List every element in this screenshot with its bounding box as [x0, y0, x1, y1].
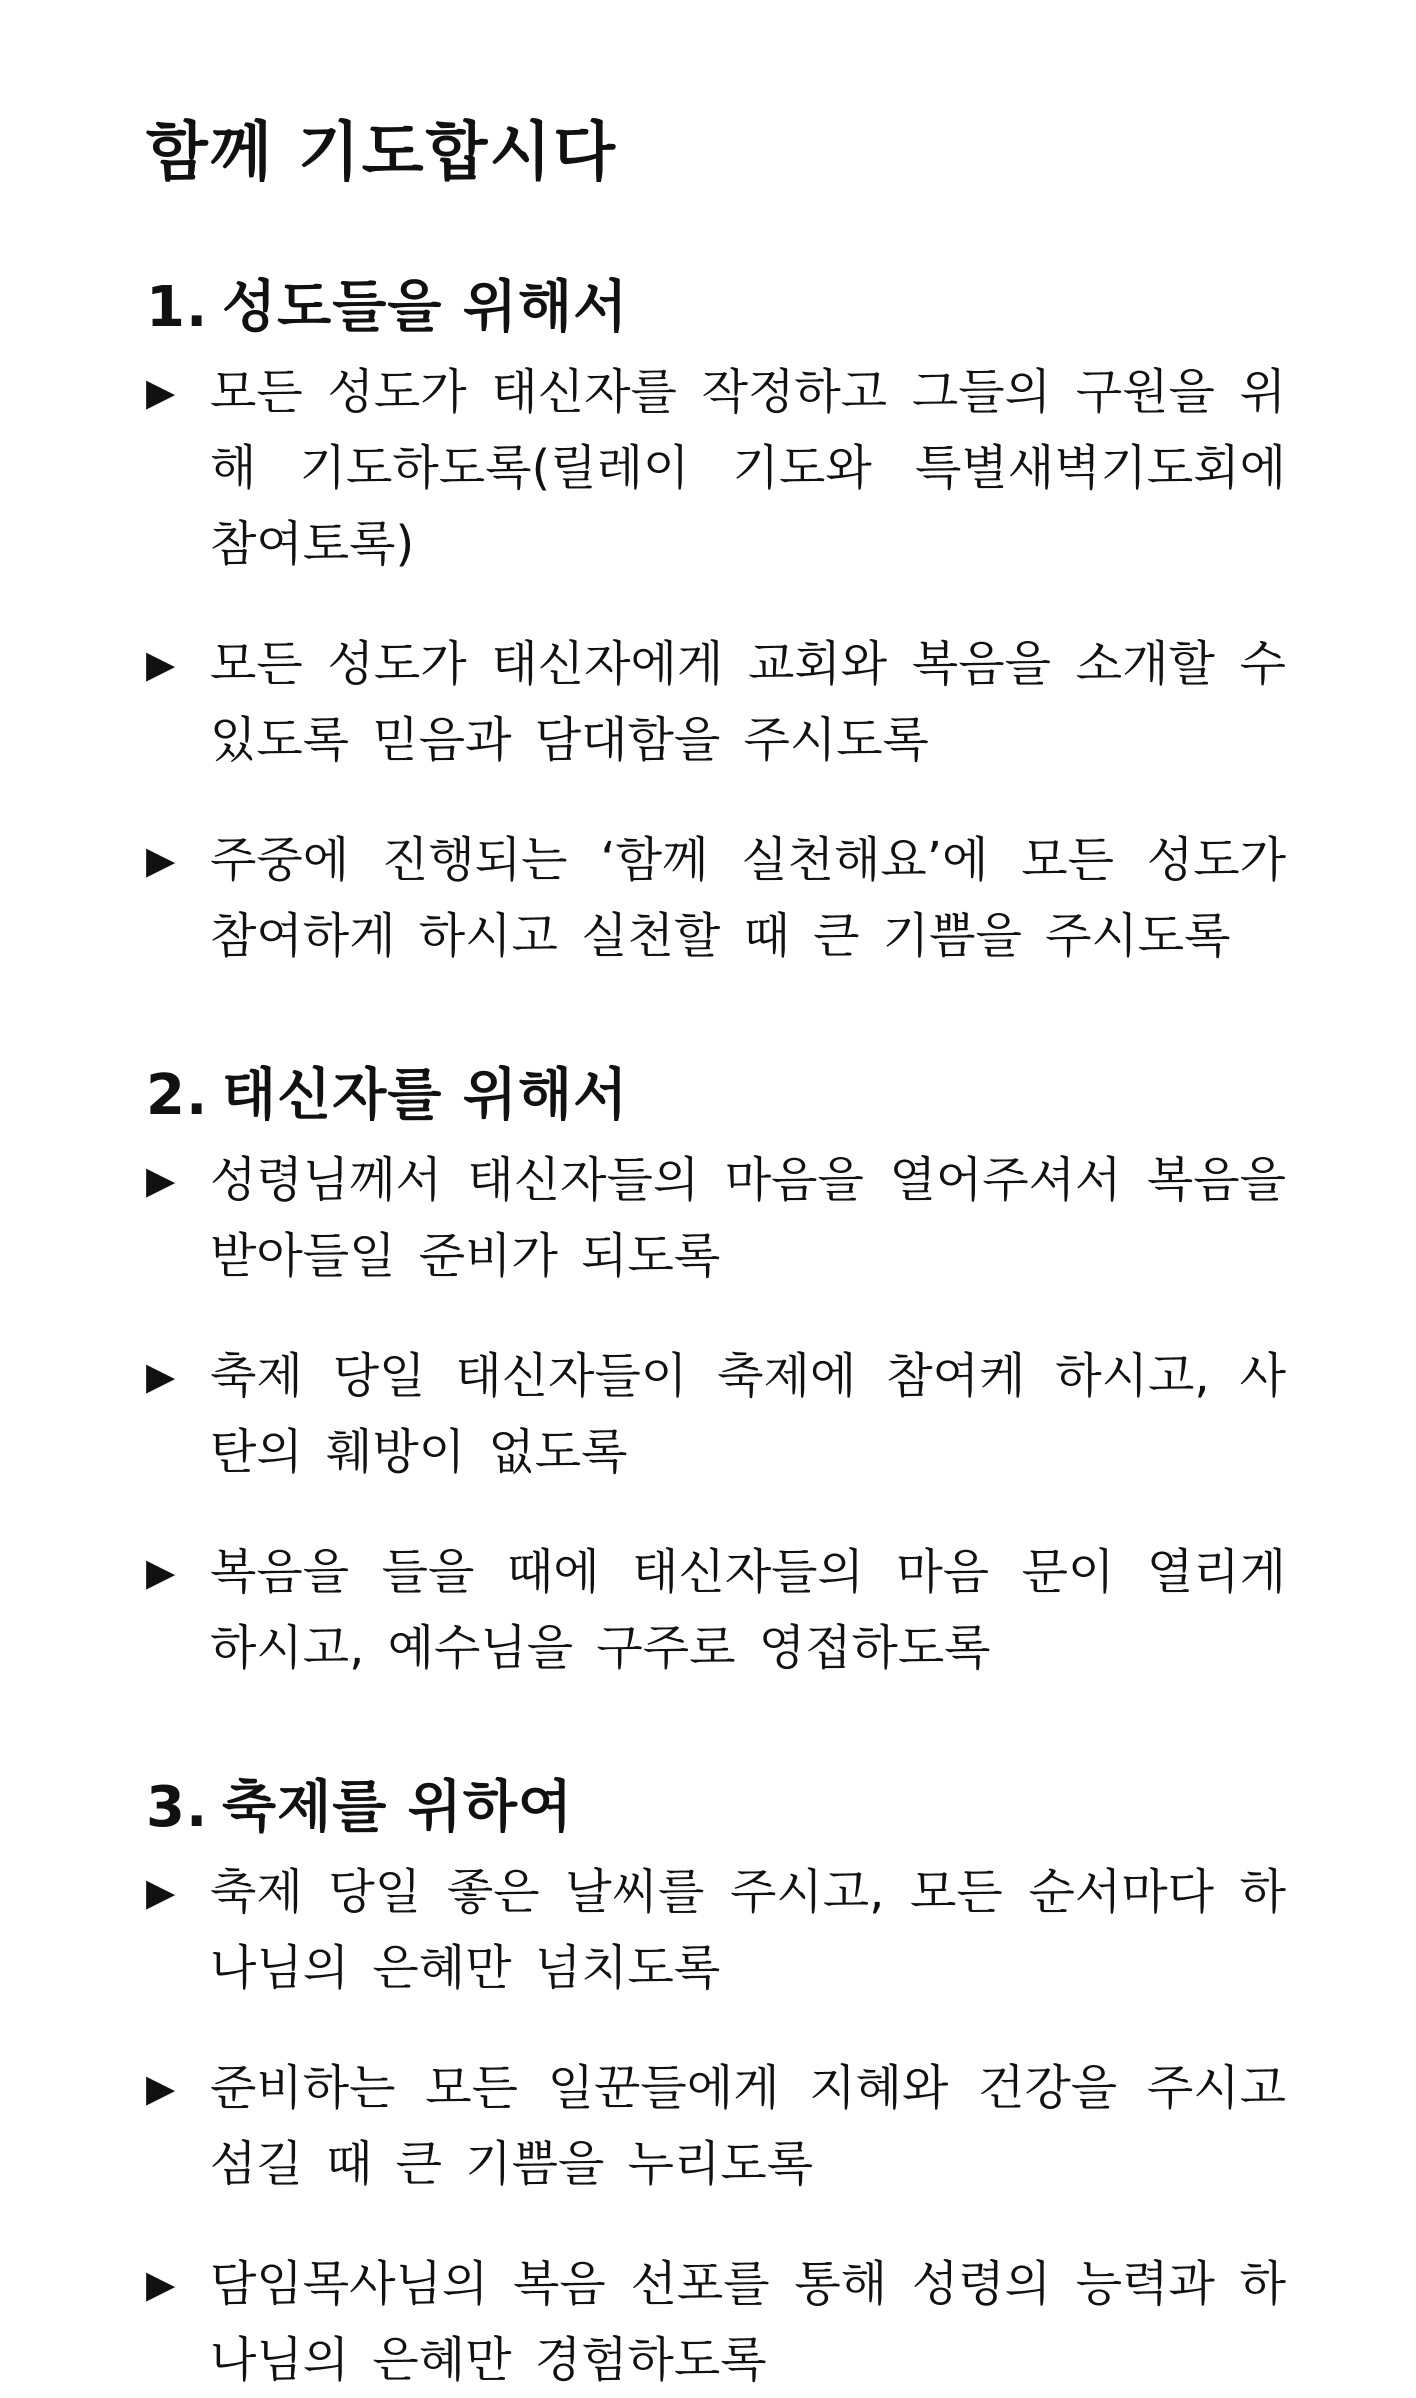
triangle-bullet-icon: ▶ — [146, 2066, 176, 2110]
prayer-text: 복음을 들을 때에 태신자들의 마음 문이 열리게 하시고, 예수님을 구주로 영접하도록 — [210, 1544, 1286, 1676]
list-item — [146, 822, 1286, 974]
list-item — [146, 2050, 1286, 2202]
prayer-text: 축제 당일 태신자들이 축제에 참여케 하시고, 사탄의 훼방이 없도록 — [210, 1348, 1286, 1480]
list-item — [146, 626, 1286, 778]
prayer-page — [146, 108, 1286, 2398]
prayer-text: 모든 성도가 태신자를 작정하고 그들의 구원을 위해 기도하도록(릴레이 기도와 특별새벽기도회에 참여토록) — [210, 364, 1286, 572]
list-item — [146, 1534, 1286, 1686]
triangle-bullet-icon: ▶ — [146, 2262, 176, 2306]
list-item — [146, 2246, 1286, 2398]
prayer-text: 준비하는 모든 일꾼들에게 지혜와 건강을 주시고 섬길 때 큰 기쁨을 누리도록 — [210, 2060, 1286, 2192]
prayer-text: 담임목사님의 복음 선포를 통해 성령의 능력과 하나님의 은혜만 경험하도록 — [210, 2256, 1286, 2388]
list-item — [146, 354, 1286, 582]
prayer-text: 성령님께서 태신자들의 마음을 열어주셔서 복음을 받아들일 준비가 되도록 — [210, 1152, 1286, 1284]
triangle-bullet-icon: ▶ — [146, 642, 176, 686]
triangle-bullet-icon: ▶ — [146, 1158, 176, 1202]
section-heading — [146, 268, 1286, 348]
prayer-text: 축제 당일 좋은 날씨를 주시고, 모든 순서마다 하나님의 은혜만 넘치도록 — [210, 1864, 1286, 1996]
section-number: 3. — [146, 1775, 209, 1840]
page-title: 함께 기도합시다 — [146, 116, 618, 190]
prayer-text: 모든 성도가 태신자에게 교회와 복음을 소개할 수 있도록 믿음과 담대함을 주시도록 — [210, 636, 1286, 768]
prayer-list — [146, 354, 1286, 974]
section-saints — [146, 268, 1286, 974]
prayer-text: 주중에 진행되는 ‘함께 실천해요’에 모든 성도가 참여하게 하시고 실천할 때 큰 기쁨을 주시도록 — [210, 832, 1286, 964]
prayer-list — [146, 1142, 1286, 1686]
section-heading — [146, 1768, 1286, 1848]
triangle-bullet-icon: ▶ — [146, 838, 176, 882]
section-prospects — [146, 1056, 1286, 1686]
section-heading — [146, 1056, 1286, 1136]
triangle-bullet-icon: ▶ — [146, 1550, 176, 1594]
list-item — [146, 1338, 1286, 1490]
section-number: 2. — [146, 1063, 209, 1128]
list-item — [146, 1142, 1286, 1294]
section-title: 축제를 위하여 — [222, 1775, 574, 1840]
triangle-bullet-icon: ▶ — [146, 370, 176, 414]
section-number: 1. — [146, 275, 209, 340]
list-item — [146, 1854, 1286, 2006]
section-festival — [146, 1768, 1286, 2398]
section-title: 태신자를 위해서 — [222, 1063, 629, 1128]
triangle-bullet-icon: ▶ — [146, 1870, 176, 1914]
section-title: 성도들을 위해서 — [222, 275, 629, 340]
triangle-bullet-icon: ▶ — [146, 1354, 176, 1398]
prayer-list — [146, 1854, 1286, 2398]
